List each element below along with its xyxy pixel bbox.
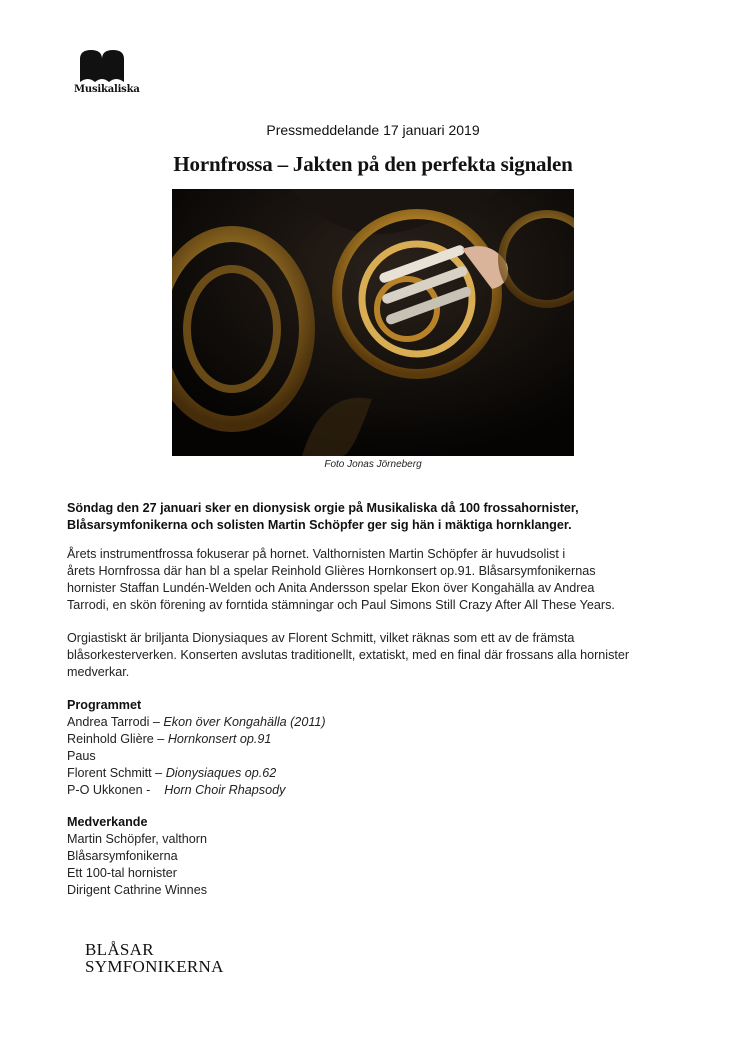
lead-line: Söndag den 27 januari sker en dionysisk orgie på Musikaliska då 100 frossahornister, [67,501,579,515]
bottom-logo-line: SYMFONIKERNA [85,957,224,976]
program-item [67,731,687,748]
text-line: blåsorkesterverken. Konserten avslutas traditionellt, extatiskt, med en final där frossans alla hornister [67,648,630,662]
work-title: Hornkonsert op.91 [167,732,272,746]
bottom-logo-line: BLÅSAR [85,940,154,959]
text-line: Orgiastiskt är briljanta Dionysiaques av Florent Schmitt, vilket räknas som ett av de främsta [67,631,575,645]
program-item [67,748,687,765]
text-line: Tarrodi, en skön förening av forntida stämningar och Paul Simons Still Crazy After All These Years. [67,598,615,612]
composer: Reinhold Glière – [67,732,168,746]
program-heading: Programmet [67,698,142,712]
program-item [67,765,687,782]
musikaliska-m-logo-icon [80,50,124,82]
body-paragraph-2 [67,630,687,681]
text-line: Årets instrumentfrossa fokuserar på hornet. Valthornisten Martin Schöpfer är huvudsolist i [67,547,566,561]
photo-caption: Foto Jonas Jörneberg [324,459,422,470]
french-horns-photo [172,189,574,456]
participants-heading: Medverkande [67,815,148,829]
composer: Florent Schmitt – [67,766,166,780]
participant: Blåsarsymfonikerna [67,849,178,863]
text-line: medverkar. [67,665,130,679]
lead-paragraph [67,500,687,534]
page-title: Hornfrossa – Jakten på den perfekta signalen [173,152,573,176]
program-item [67,782,687,799]
program-section [67,697,687,799]
program-item [67,714,687,731]
participant: Ett 100-tal hornister [67,866,177,880]
text-line: hornister Staffan Lundén-Welden och Anita Andersson spelar Ekon över Kongahälla av Andrea [67,581,595,595]
composer: Andrea Tarrodi – [67,715,164,729]
musikaliska-logo [74,50,140,95]
participants-section [67,814,687,899]
blasarsymfonikerna-logo [85,941,224,975]
work-title: Dionysiaques op.62 [165,766,277,780]
participant: Martin Schöpfer, valthorn [67,832,208,846]
participant: Dirigent Cathrine Winnes [67,883,207,897]
work-title: Ekon över Kongahälla (2011) [163,715,326,729]
composer: Paus [67,749,96,763]
press-release-date: Pressmeddelande 17 januari 2019 [266,122,480,138]
lead-line: Blåsarsymfonikerna och solisten Martin Schöpfer ger sig hän i mäktiga hornklanger. [67,518,572,532]
work-title: Horn Choir Rhapsody [164,783,286,797]
logo-text: Musikaliska [74,84,140,95]
body-paragraph-1 [67,546,687,614]
text-line: årets Hornfrossa där han bl a spelar Reinhold Glières Hornkonsert op.91. Blåsarsymfonikernas [67,564,596,578]
composer: P-O Ukkonen - [67,783,165,797]
